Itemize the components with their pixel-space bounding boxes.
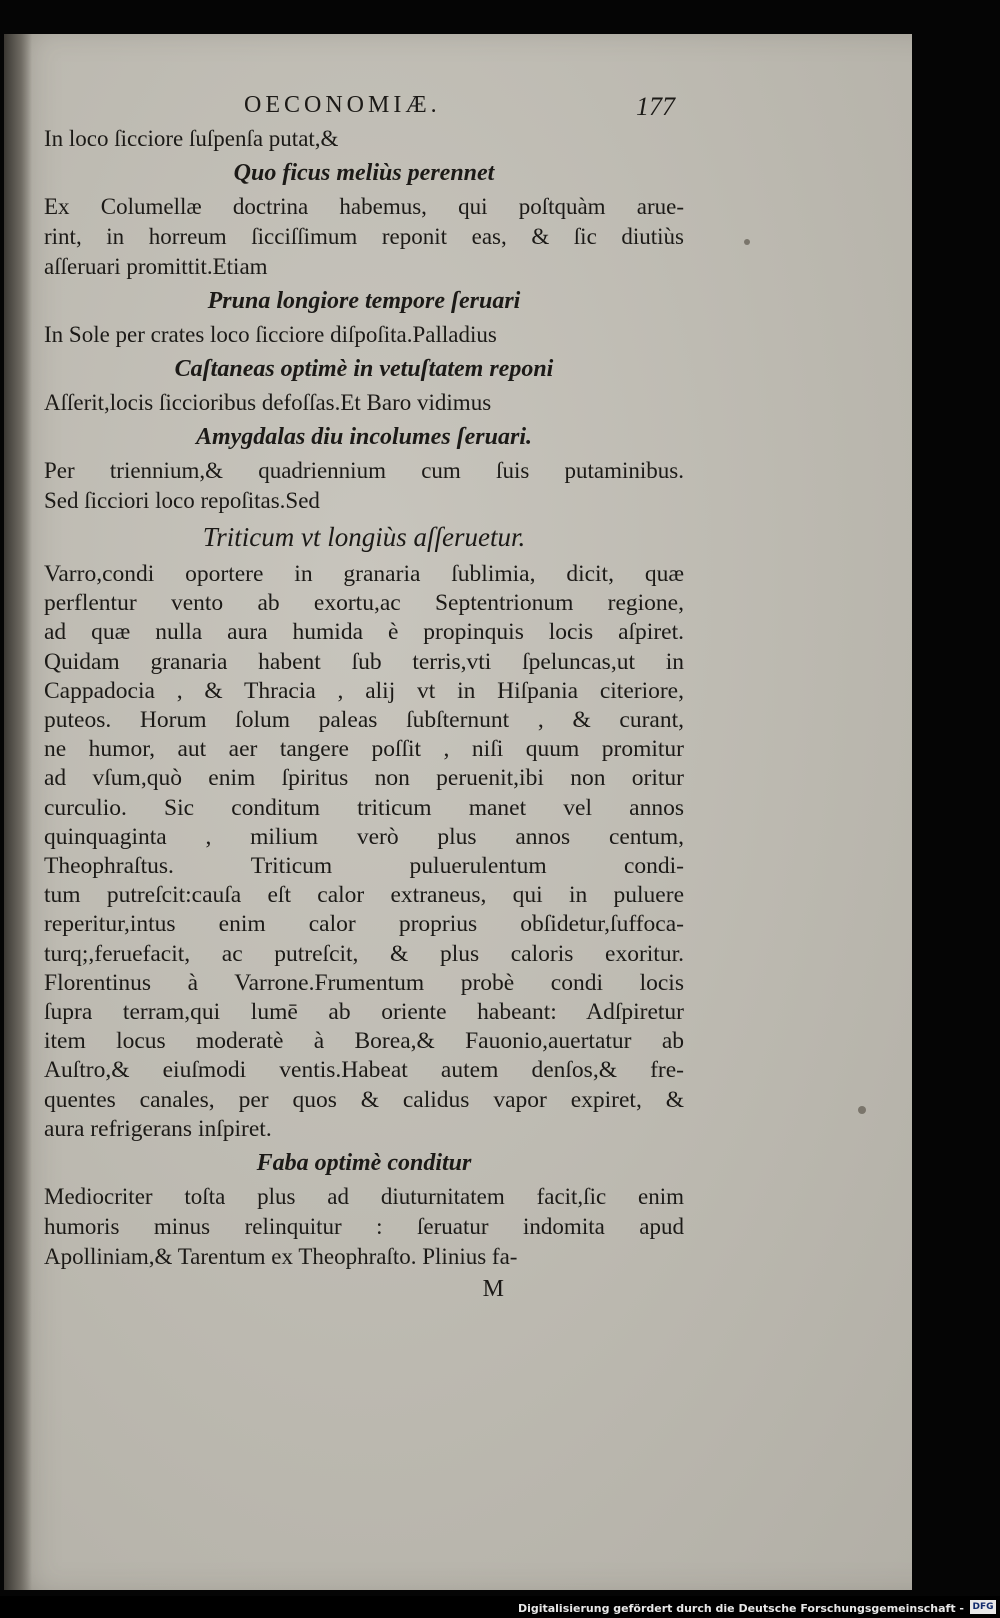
dfg-logo-icon: DFG bbox=[970, 1600, 996, 1614]
text-line: ſupra terram,qui lumē ab oriente habeant: Adſpiretur bbox=[44, 999, 684, 1026]
text-line: perflentur vento ab exortu,ac Septentrionum regione, bbox=[44, 590, 684, 617]
text-line: Auſtro,& eiuſmodi ventis.Habeat autem denſos,& fre- bbox=[44, 1057, 684, 1084]
text-line: Mediocriter toſta plus ad diuturnitatem facit,ſic enim bbox=[44, 1184, 684, 1210]
page-gutter-shadow bbox=[4, 34, 32, 1590]
text-line: Per triennium,& quadriennium cum ſuis putaminibus. bbox=[44, 458, 684, 483]
paper-spot bbox=[858, 1106, 866, 1114]
running-head bbox=[44, 90, 684, 124]
running-head-title: OECONOMIÆ. bbox=[244, 92, 441, 118]
text-line: In loco ſicciore ſuſpenſa putat,& bbox=[44, 126, 339, 151]
section-heading: Pruna longiore tempore ſeruari bbox=[207, 288, 521, 314]
section-heading: Faba optimè conditur bbox=[256, 1150, 472, 1177]
paper-spot bbox=[744, 239, 750, 245]
text-line: reperitur,intus enim calor proprius obſidetur,ſuffoca- bbox=[44, 911, 684, 938]
text-line: Cappadocia , & Thracia , alij vt in Hiſpania citeriore, bbox=[44, 677, 684, 704]
text-line: Varro,condi oportere in granaria ſublimia, dicit, quæ bbox=[44, 561, 684, 587]
signature-mark: M bbox=[482, 1276, 504, 1303]
text-line: Apolliniam,& Tarentum ex Theophraſto. Plinius fa- bbox=[44, 1244, 518, 1270]
text-line: tum putreſcit:cauſa eſt calor extraneus, qui in puluere bbox=[44, 882, 684, 909]
text-line: Quidam granaria habent ſub terris,vti ſpeluncas,ut in bbox=[44, 648, 684, 675]
text-line: ad quæ nulla aura humida è propinquis locis aſpiret. bbox=[44, 619, 684, 646]
text-line: quentes canales, per quos & calidus vapor expiret, & bbox=[44, 1086, 684, 1113]
text-line: Theophraſtus. Triticum puluerulentum condi- bbox=[44, 853, 684, 880]
section-heading: Amygdalas diu incolumes ſeruari. bbox=[195, 424, 533, 450]
text-line: ad vſum,quò enim ſpiritus non peruenit,ibi non oritur bbox=[44, 765, 684, 792]
text-block bbox=[44, 90, 684, 1304]
text-line: ne humor, aut aer tangere poſſit , niſi quum promitur bbox=[44, 736, 684, 763]
text-line: Aſſerit,locis ſiccioribus defoſſas.Et Baro vidimus bbox=[44, 390, 492, 415]
text-line: quinquaginta , milium verò plus annos centum, bbox=[44, 823, 684, 850]
text-line: puteos. Horum ſolum paleas ſubſternunt , & curant, bbox=[44, 707, 684, 734]
text-line: turq;,feruefacit, ac putreſcit, & plus caloris exoritur. bbox=[44, 940, 684, 967]
book-page bbox=[4, 34, 912, 1590]
text-line: curculio. Sic conditum triticum manet vel annos bbox=[44, 794, 684, 821]
section-heading: Quo ficus meliùs perennet bbox=[233, 160, 495, 186]
section-heading: Caſtaneas optimè in vetuſtatem reponi bbox=[174, 356, 554, 382]
digitization-credit: Digitalisierung gefördert durch die Deutsche Forschungsgemeinschaft - bbox=[517, 1602, 964, 1615]
text-line: item locus moderatè à Borea,& Fauonio,auertatur ab bbox=[44, 1028, 684, 1055]
text-line: humoris minus relinquitur : ſeruatur indomita apud bbox=[44, 1214, 684, 1240]
text-line: Ex Columellæ doctrina habemus, qui poſtquàm arue- bbox=[44, 194, 684, 219]
text-line: Sed ſicciori loco repoſitas.Sed bbox=[44, 488, 320, 513]
text-line: aſſeruari promittit.Etiam bbox=[44, 254, 268, 279]
section-heading: Triticum vt longiùs aſſeruetur. bbox=[202, 522, 526, 552]
text-line: In Sole per crates loco ſicciore diſpoſita.Palladius bbox=[44, 322, 497, 347]
footer-strip bbox=[0, 1596, 1000, 1618]
text-line: rint, in horreum ſicciſſimum reponit eas, & ſic diutiùs bbox=[44, 224, 684, 249]
page-number: 177 bbox=[636, 92, 675, 121]
text-line: aura refrigerans inſpiret. bbox=[44, 1115, 272, 1142]
text-line: Florentinus à Varrone.Frumentum probè condi locis bbox=[44, 969, 684, 996]
page-content bbox=[44, 124, 684, 1272]
